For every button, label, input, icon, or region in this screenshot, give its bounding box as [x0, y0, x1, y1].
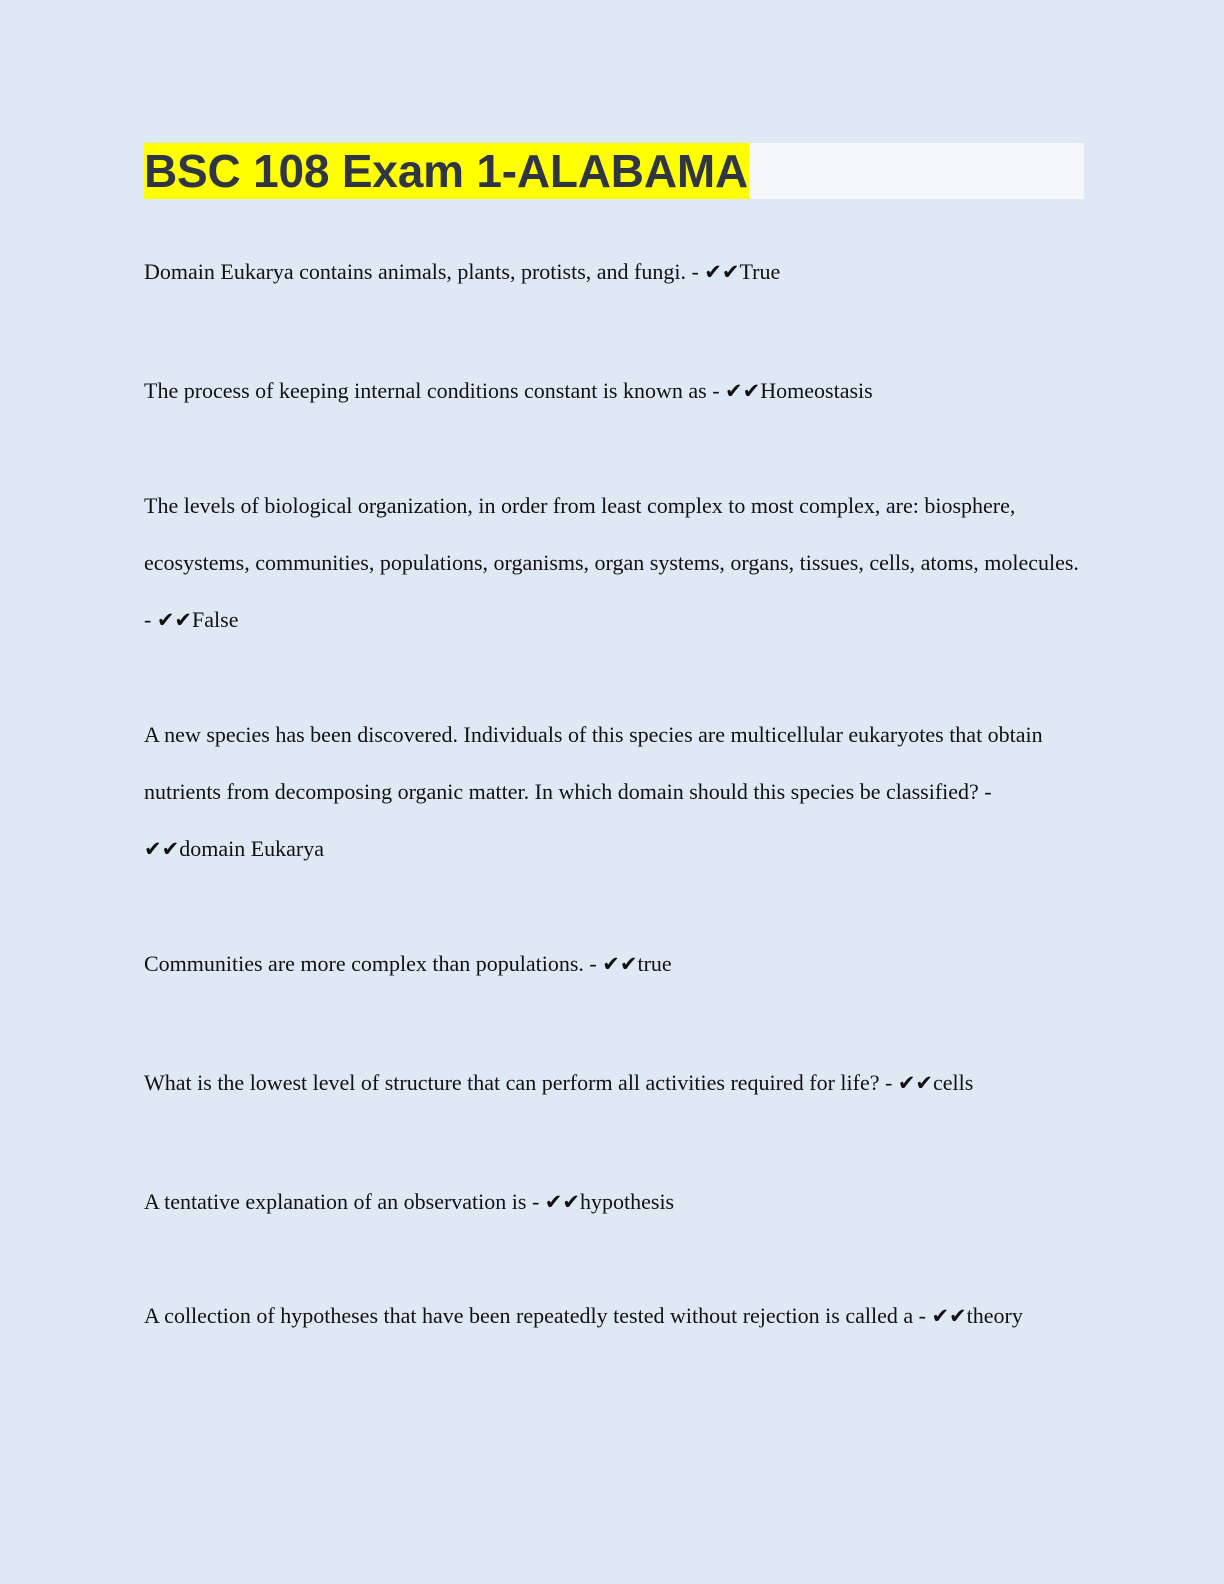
- document-title: BSC 108 Exam 1-ALABAMA: [144, 145, 748, 197]
- question-text: The process of keeping internal conditions constant is known as: [144, 378, 707, 403]
- qa-item-1: [144, 243, 1084, 301]
- qa-item-8: [144, 1287, 1084, 1345]
- separator: -: [144, 607, 157, 632]
- double-check-icon: ✔✔: [544, 1190, 580, 1214]
- double-check-icon: ✔✔: [931, 1304, 967, 1328]
- question-text: The levels of biological organization, in order from least complex to most complex, are: biosphere, ecosystems, communities, populations, organisms, organ systems, organs, tissues, cells, atoms, molecules.: [144, 493, 1079, 575]
- answer-text: true: [637, 951, 672, 976]
- title-bar: [144, 143, 1084, 199]
- qa-item-5: [144, 935, 1084, 993]
- qa-item-7: [144, 1173, 1084, 1231]
- qa-item-6: [144, 1054, 1084, 1112]
- qa-item-3: [144, 477, 1084, 649]
- question-text: A collection of hypotheses that have been repeatedly tested without rejection is called a: [144, 1303, 914, 1328]
- question-text: Communities are more complex than populations.: [144, 951, 584, 976]
- answer-text: False: [192, 607, 239, 632]
- answer-text: theory: [966, 1303, 1023, 1328]
- double-check-icon: ✔✔: [144, 837, 180, 861]
- separator: -: [706, 378, 726, 403]
- separator: -: [526, 1189, 545, 1214]
- separator: -: [879, 1070, 898, 1095]
- separator: -: [913, 1303, 932, 1328]
- answer-text: True: [739, 259, 781, 284]
- double-check-icon: ✔✔: [725, 379, 761, 403]
- qa-item-4: [144, 706, 1084, 878]
- separator: -: [583, 951, 603, 976]
- qa-item-2: [144, 362, 1084, 420]
- question-text: Domain Eukarya contains animals, plants, protists, and fungi.: [144, 259, 686, 284]
- answer-text: cells: [933, 1070, 974, 1095]
- double-check-icon: ✔✔: [897, 1071, 934, 1095]
- double-check-icon: ✔✔: [156, 608, 193, 632]
- answer-text: hypothesis: [580, 1189, 675, 1214]
- answer-text: domain Eukarya: [179, 836, 324, 861]
- question-text: A new species has been discovered. Individuals of this species are multicellular eukaryotes that obtain nutrients from decomposing organic matter. In which domain should this species be classified?: [144, 722, 1043, 804]
- separator: -: [978, 779, 992, 804]
- answer-text: Homeostasis: [760, 378, 873, 403]
- question-text: A tentative explanation of an observation is: [144, 1189, 527, 1214]
- double-check-icon: ✔✔: [704, 260, 740, 284]
- question-text: What is the lowest level of structure that can perform all activities required for life?: [144, 1070, 880, 1095]
- separator: -: [685, 259, 705, 284]
- double-check-icon: ✔✔: [602, 952, 638, 976]
